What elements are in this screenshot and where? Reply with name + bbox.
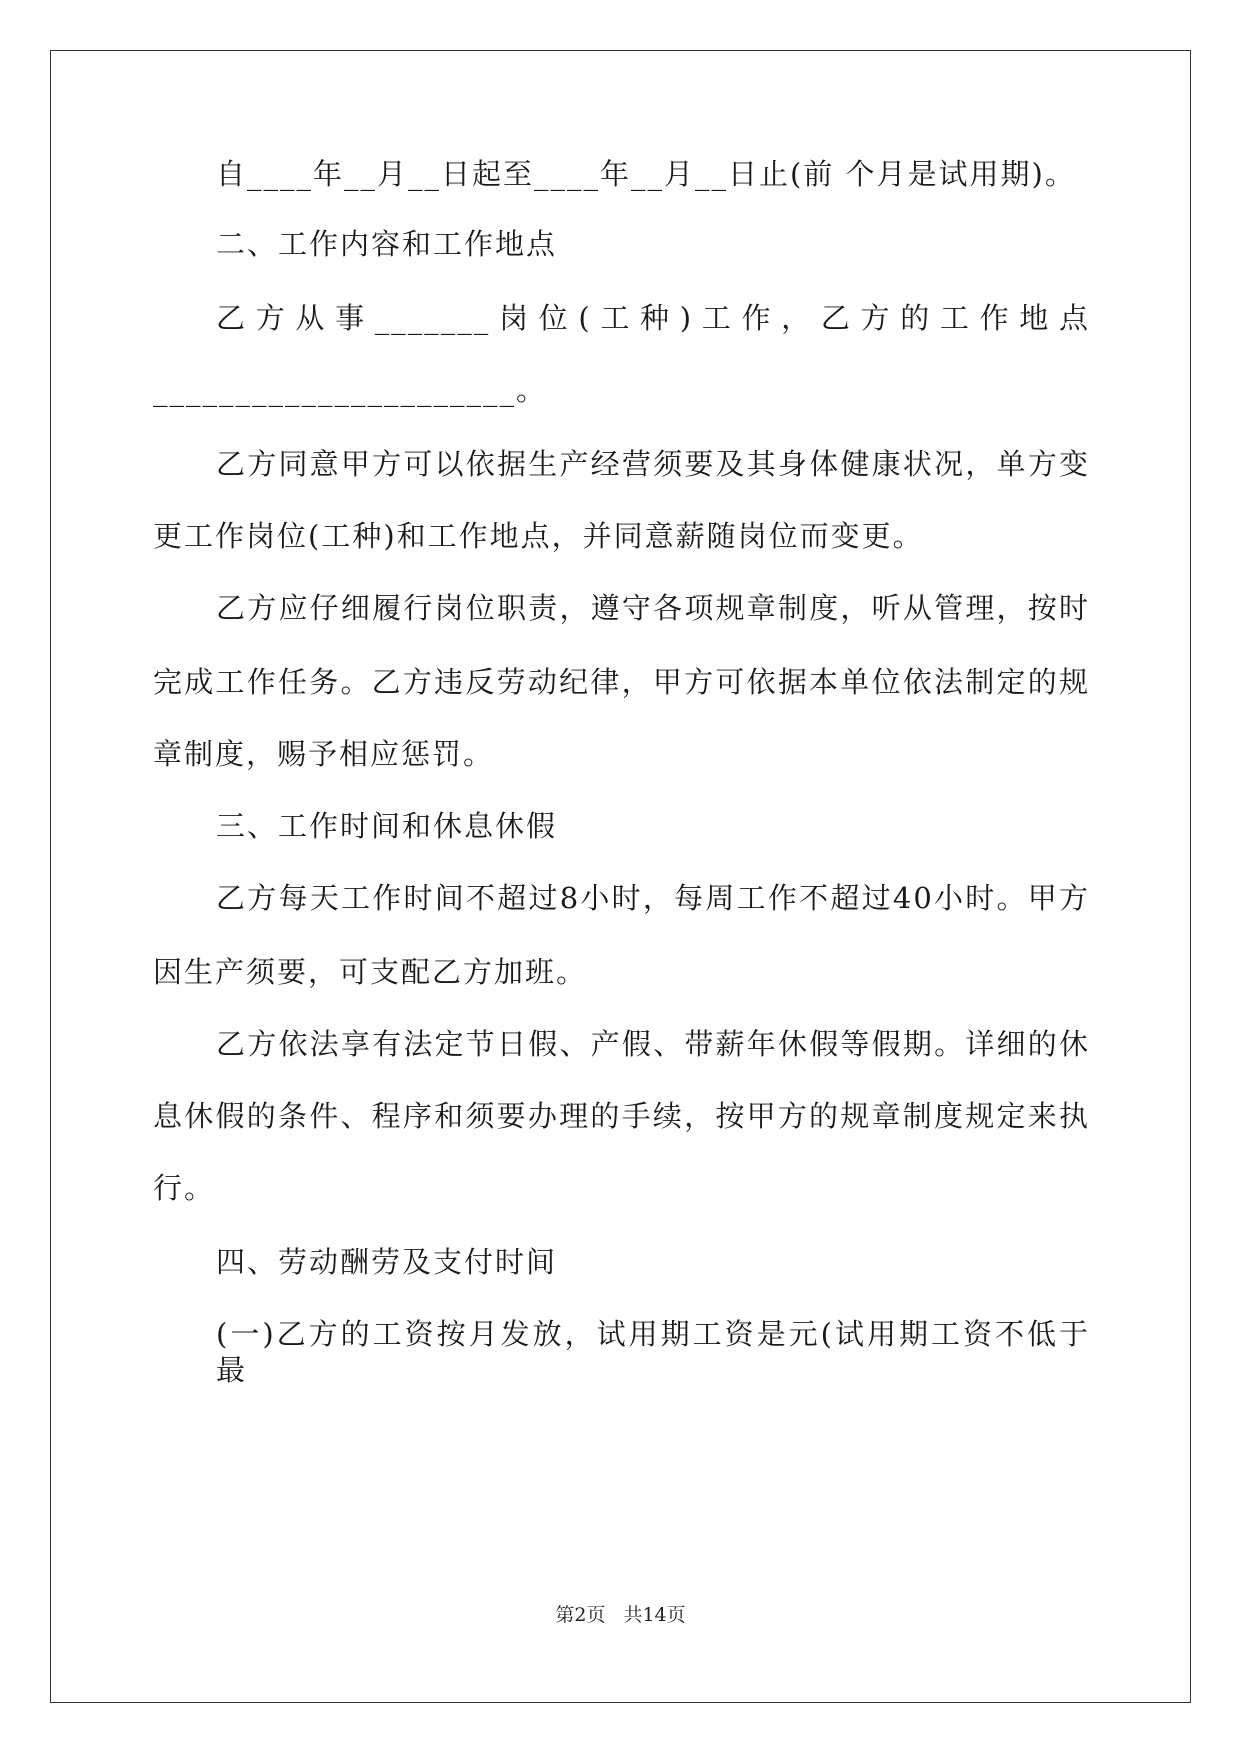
contract-line-3: 乙方从事_______岗位(工种)工作，乙方的工作地点	[216, 301, 1090, 335]
contract-line-14: 息休假的条件、程序和须要办理的手续，按甲方的规章制度规定来执	[153, 1099, 1090, 1133]
contract-line-4: ______________________。	[153, 373, 548, 407]
contract-line-17: (一)乙方的工资按月发放，试用期工资是元(试用期工资不低于最	[216, 1317, 1090, 1387]
contract-line-13: 乙方依法享有法定节日假、产假、带薪年休假等假期。详细的休	[216, 1027, 1090, 1061]
page-total: 共14页	[623, 1604, 686, 1626]
contract-line-8: 完成工作任务。乙方违反劳动纪律，甲方可依据本单位依法制定的规	[153, 665, 1090, 699]
page-border	[50, 50, 1191, 1703]
contract-line-11: 乙方每天工作时间不超过8小时，每周工作不超过40小时。甲方	[216, 881, 1090, 915]
section-heading-working-hours: 三、工作时间和休息休假	[216, 809, 558, 843]
contract-line-5: 乙方同意甲方可以依据生产经营须要及其身体健康状况，单方变	[216, 447, 1090, 481]
contract-line-1: 自____年__月__日起至____年__月__日止(前 个月是试用期)。	[216, 157, 1076, 191]
page-number: 第2页	[555, 1604, 606, 1626]
section-heading-work-content: 二、工作内容和工作地点	[216, 227, 558, 261]
contract-line-7: 乙方应仔细履行岗位职责，遵守各项规章制度，听从管理，按时	[216, 591, 1090, 625]
page-footer	[0, 1600, 1241, 1627]
contract-line-12: 因生产须要，可支配乙方加班。	[153, 955, 588, 989]
section-heading-remuneration: 四、劳动酬劳及支付时间	[216, 1245, 558, 1279]
contract-line-6: 更工作岗位(工种)和工作地点，并同意薪随岗位而变更。	[153, 519, 924, 553]
contract-line-9: 章制度，赐予相应惩罚。	[153, 737, 495, 771]
contract-line-15: 行。	[153, 1171, 216, 1205]
